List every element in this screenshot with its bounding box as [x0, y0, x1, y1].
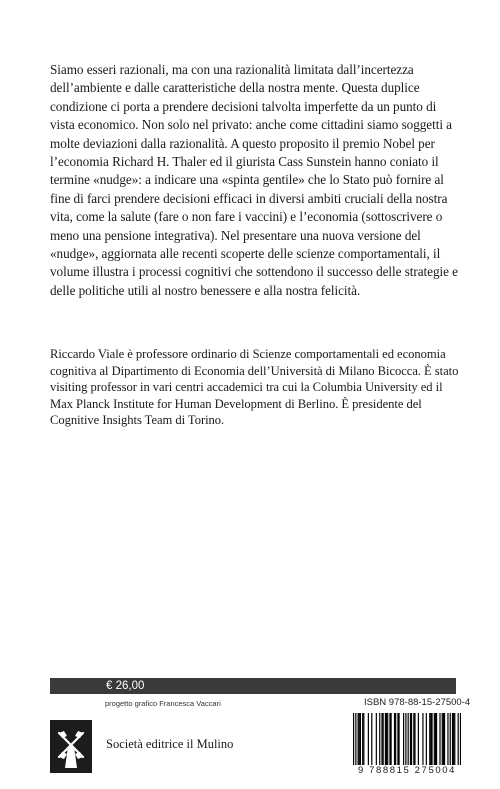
barcode-bar [387, 713, 388, 767]
barcode-bar [443, 713, 444, 767]
price: € 26,00 [106, 680, 145, 692]
barcode-bar [452, 713, 453, 767]
barcode-bar [386, 713, 387, 767]
barcode-bar [430, 713, 431, 767]
barcode-bar [411, 713, 412, 767]
barcode-bar [360, 713, 361, 767]
publisher-name: Società editrice il Mulino [106, 737, 234, 751]
barcode-bar [426, 713, 427, 767]
barcode-bar [444, 713, 445, 767]
barcode-bar [434, 713, 435, 767]
author-bio: Riccardo Viale è professore ordinario di Scienze comportamentali ed economia cognitiva al Dipartimento di Economia dell’Università di Milano Bicocca. È stato visiting professor in vari centri accademici tra cui la Columbia University ed il Max Planck Institute for Human Development di Berlino. È presidente del Cognitive Insights Team di Torino. [50, 347, 459, 428]
barcode-bar [389, 713, 390, 767]
barcode-bar [436, 713, 437, 767]
isbn: ISBN 978-88-15-27500-4 [364, 697, 471, 708]
barcode-bar [363, 713, 364, 767]
barcode-bar [431, 713, 432, 767]
barcode-bar [414, 713, 415, 767]
barcode-bar [439, 713, 440, 767]
barcode-bar [403, 713, 404, 767]
barcode-bar [397, 713, 398, 767]
barcode-bar [395, 713, 396, 767]
barcode-bar [371, 713, 372, 767]
barcode-bar [368, 713, 369, 767]
barcode-bar [429, 713, 430, 767]
barcode-bar [447, 713, 448, 767]
barcode-bar [358, 713, 359, 767]
barcode-bar [379, 713, 380, 767]
barcode-bar [398, 713, 399, 767]
barcode-bar [413, 713, 414, 767]
barcode-bar [391, 713, 392, 767]
barcode-bar [435, 713, 436, 767]
barcode-bar [359, 713, 360, 767]
barcode-bar [394, 713, 395, 767]
windmill-logo-icon [50, 720, 92, 773]
barcode-bar [453, 713, 454, 767]
barcode-bar [410, 713, 411, 767]
barcode-bar [381, 713, 382, 767]
barcode-digits: 9 788815 275004 [353, 765, 461, 776]
barcode-bar [376, 713, 377, 767]
price-bar [50, 678, 456, 694]
back-cover-blurb: Siamo esseri razionali, ma con una razionalità limitata dall’incertezza dell’ambiente e dalle caratteristiche della nostra mente. Questa duplice condizione ci porta a prendere decisioni talvolta imperfette da un punto di vista economico. Non solo nel privato: anche come cittadini siamo soggetti a molte deviazioni dalla razionalità. A questo proposito il premio Nobel per l’economia Richard H. Thaler ed il giurista Cass Sunstein hanno coniato il termine «nudge»: a indicare una «spinta gentile» che lo Stato può fornire al fine di farci prendere decisioni efficaci in diversi ambiti cruciali della nostra vita, come la salute (fare o non fare i vaccini) e l’economia (sottoscrivere o meno una pensione integrativa). Nel presentare una nuova versione del «nudge», aggiornata alle recenti scoperte delle scienze comportamentali, il volume illustra i processi cognitivi che sottendono il successo delle strategie e delle politiche utili al nostro benessere e alla nostra felicità. [50, 62, 458, 298]
barcode-bar [442, 713, 443, 767]
design-credit: progetto grafico Francesca Vaccari [105, 699, 221, 708]
barcode-bar [418, 713, 419, 767]
barcode-bar [454, 713, 455, 767]
barcode-bar [362, 713, 363, 767]
barcode-bar [422, 713, 423, 767]
barcode-bar [450, 713, 451, 767]
barcode-bar [385, 713, 386, 767]
windmill-logo-graphic [50, 720, 92, 773]
barcode-bar [383, 713, 384, 767]
